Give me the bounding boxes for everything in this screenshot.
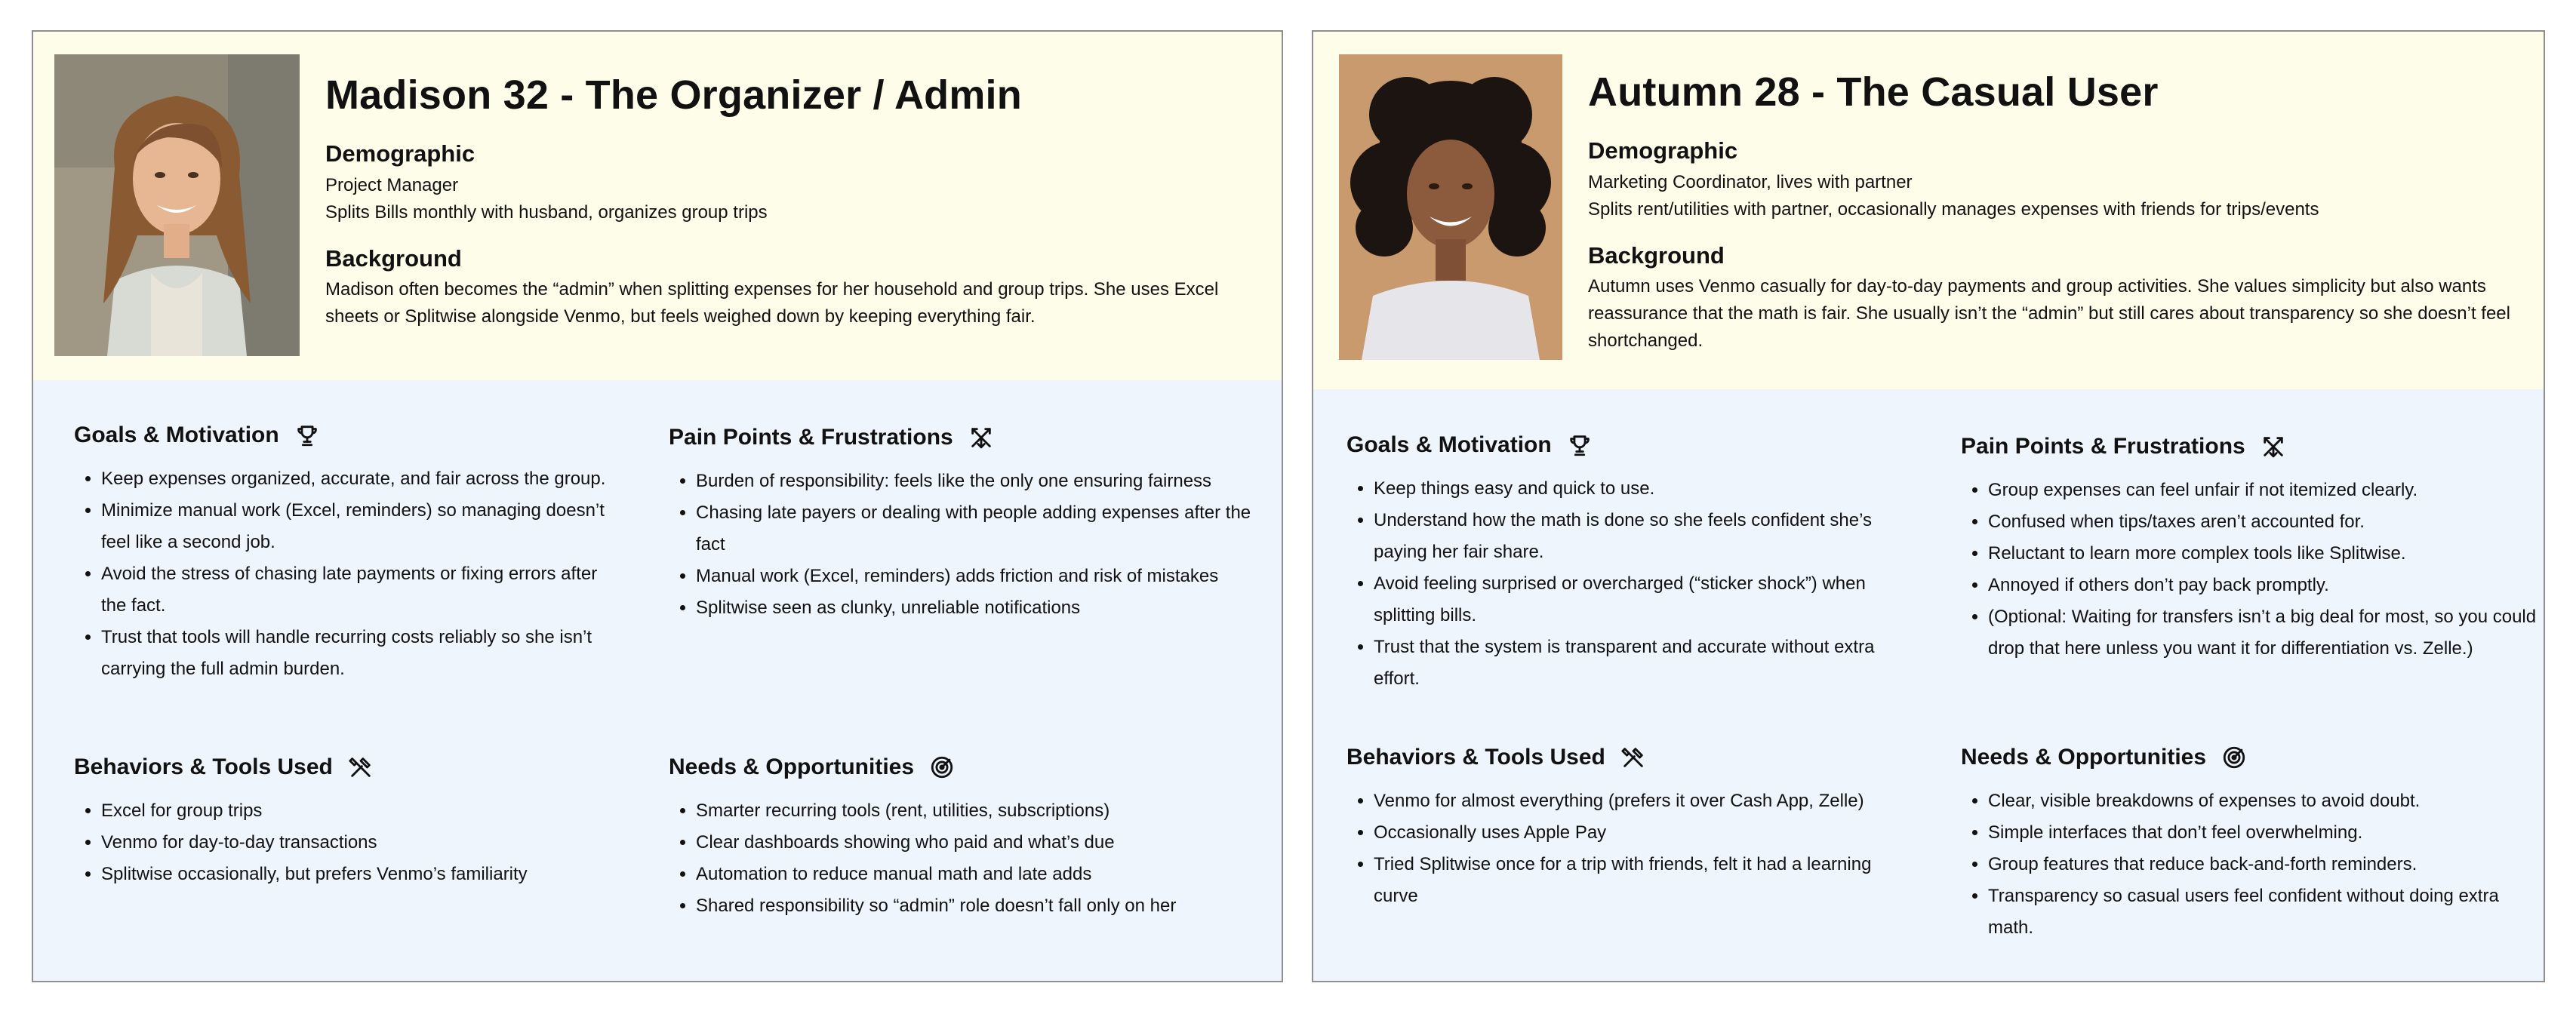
list-item: • Manual work (Excel, reminders) adds friction and risk of mistakes <box>696 561 1265 592</box>
behaviors-section <box>1346 742 1920 912</box>
needs-section <box>669 752 1265 922</box>
list-item: • Group features that reduce back-and-forth reminders. <box>1988 849 2544 880</box>
demographic-line: Marketing Coordinator, lives with partner <box>1588 171 1913 192</box>
persona-header <box>1313 32 2544 389</box>
list-item: • Clear dashboards showing who paid and what’s due <box>696 827 1265 859</box>
section-title: Pain Points & Frustrations <box>669 425 953 450</box>
persona-card-autumn <box>1312 30 2545 982</box>
list-item: • Confused when tips/taxes aren’t accounted for. <box>1988 506 2544 538</box>
tangled-arrows-icon <box>2261 434 2286 459</box>
list-item: • Reluctant to learn more complex tools like Splitwise. <box>1988 538 2544 570</box>
section-title: Goals & Motivation <box>74 422 279 447</box>
list-item: • Simple interfaces that don’t feel overwhelming. <box>1988 817 2544 849</box>
list-item: • Trust that tools will handle recurring costs reliably so she isn’t carrying the full admin burden. <box>101 622 617 685</box>
list-item: • Clear, visible breakdowns of expenses to avoid doubt. <box>1988 785 2544 817</box>
trophy-icon <box>1567 432 1593 458</box>
section-title: Goals & Motivation <box>1346 432 1552 457</box>
target-icon <box>2221 745 2247 770</box>
tangled-arrows-icon <box>968 425 994 450</box>
list-item: • Venmo for day-to-day transactions <box>101 827 617 859</box>
section-title: Behaviors & Tools Used <box>1346 745 1605 770</box>
tools-icon <box>348 754 374 780</box>
behaviors-list <box>74 795 617 890</box>
list-item: • Avoid feeling surprised or overcharged (“sticker shock”) when splitting bills. <box>1374 568 1920 631</box>
behaviors-section <box>74 752 617 890</box>
section-title: Needs & Opportunities <box>669 754 915 779</box>
list-item: • Smarter recurring tools (rent, utilities, subscriptions) <box>696 795 1265 827</box>
list-item: • Avoid the stress of chasing late payments or fixing errors after the fact. <box>101 558 617 622</box>
goals-section <box>1346 430 1920 695</box>
demographic-line: Splits Bills monthly with husband, organizes group trips <box>325 201 768 223</box>
list-item: • Group expenses can feel unfair if not itemized clearly. <box>1988 475 2544 506</box>
section-title: Needs & Opportunities <box>1961 745 2207 770</box>
list-item: • Splitwise occasionally, but prefers Venmo’s familiarity <box>101 859 617 890</box>
background-label: Background <box>325 244 462 272</box>
section-title: Behaviors & Tools Used <box>74 754 333 779</box>
demographic-line: Splits rent/utilities with partner, occasionally manages expenses with friends for trips/events <box>1588 198 2319 220</box>
goals-list <box>74 463 617 685</box>
persona-card-madison <box>32 30 1283 982</box>
list-item: • Annoyed if others don’t pay back promptly. <box>1988 570 2544 601</box>
list-item: • Shared responsibility so “admin” role doesn’t fall only on her <box>696 890 1265 922</box>
section-title: Pain Points & Frustrations <box>1961 434 2245 459</box>
demographic-block <box>325 140 1259 226</box>
demographic-label: Demographic <box>1588 137 1738 164</box>
pain-section <box>669 422 1265 624</box>
list-item: • Keep expenses organized, accurate, and fair across the group. <box>101 463 617 495</box>
list-item: • Excel for group trips <box>101 795 617 827</box>
avatar <box>54 54 300 356</box>
demographic-label: Demographic <box>325 140 475 167</box>
list-item: • Automation to reduce manual math and late adds <box>696 859 1265 890</box>
behaviors-list <box>1346 785 1920 912</box>
tools-icon <box>1620 745 1646 770</box>
persona-header-text <box>1588 68 2521 373</box>
needs-list <box>669 795 1265 922</box>
list-item: • Occasionally uses Apple Pay <box>1374 817 1920 849</box>
avatar <box>1339 54 1562 360</box>
list-item: • Minimize manual work (Excel, reminders) so managing doesn’t feel like a second job. <box>101 495 617 558</box>
persona-title: Autumn 28 - The Casual User <box>1588 69 2159 115</box>
needs-list <box>1961 785 2544 944</box>
background-text: Madison often becomes the “admin” when splitting expenses for her household and group trips. She uses Excel sheets or Splitwise alongside Venmo, but feels weighed down by keeping everything fair. <box>325 279 1219 327</box>
list-item: • (Optional: Waiting for transfers isn’t a big deal for most, so you could drop that here unless you want it for differentiation vs. Zelle.) <box>1988 601 2544 665</box>
background-block <box>325 244 1259 331</box>
list-item: • Tried Splitwise once for a trip with friends, felt it had a learning curve <box>1374 849 1920 912</box>
list-item: • Splitwise seen as clunky, unreliable notifications <box>696 592 1265 624</box>
pain-section <box>1961 432 2544 665</box>
pain-list <box>669 466 1265 624</box>
demographic-line: Project Manager <box>325 174 459 195</box>
list-item: • Keep things easy and quick to use. <box>1374 473 1920 505</box>
list-item: • Burden of responsibility: feels like the only one ensuring fairness <box>696 466 1265 497</box>
trophy-icon <box>294 422 320 448</box>
demographic-block <box>1588 137 2521 223</box>
list-item: • Transparency so casual users feel confident without doing extra math. <box>1988 880 2544 944</box>
persona-header <box>33 32 1282 380</box>
goals-section <box>74 420 617 685</box>
target-icon <box>929 754 955 780</box>
goals-list <box>1346 473 1920 695</box>
background-block <box>1588 241 2521 355</box>
persona-title: Madison 32 - The Organizer / Admin <box>325 72 1022 118</box>
list-item: • Understand how the math is done so she feels confident she’s paying her fair share. <box>1374 505 1920 568</box>
background-text: Autumn uses Venmo casually for day-to-day payments and group activities. She values simplicity but also wants reassurance that the math is fair. She usually isn’t the “admin” but still cares about transparency so she doesn’t feel shortchanged. <box>1588 276 2510 352</box>
background-label: Background <box>1588 241 1725 269</box>
pain-list <box>1961 475 2544 665</box>
list-item: • Trust that the system is transparent and accurate without extra effort. <box>1374 631 1920 695</box>
persona-header-text <box>325 71 1259 349</box>
list-item: • Chasing late payers or dealing with people adding expenses after the fact <box>696 497 1265 561</box>
list-item: • Venmo for almost everything (prefers it over Cash App, Zelle) <box>1374 785 1920 817</box>
needs-section <box>1961 742 2544 944</box>
